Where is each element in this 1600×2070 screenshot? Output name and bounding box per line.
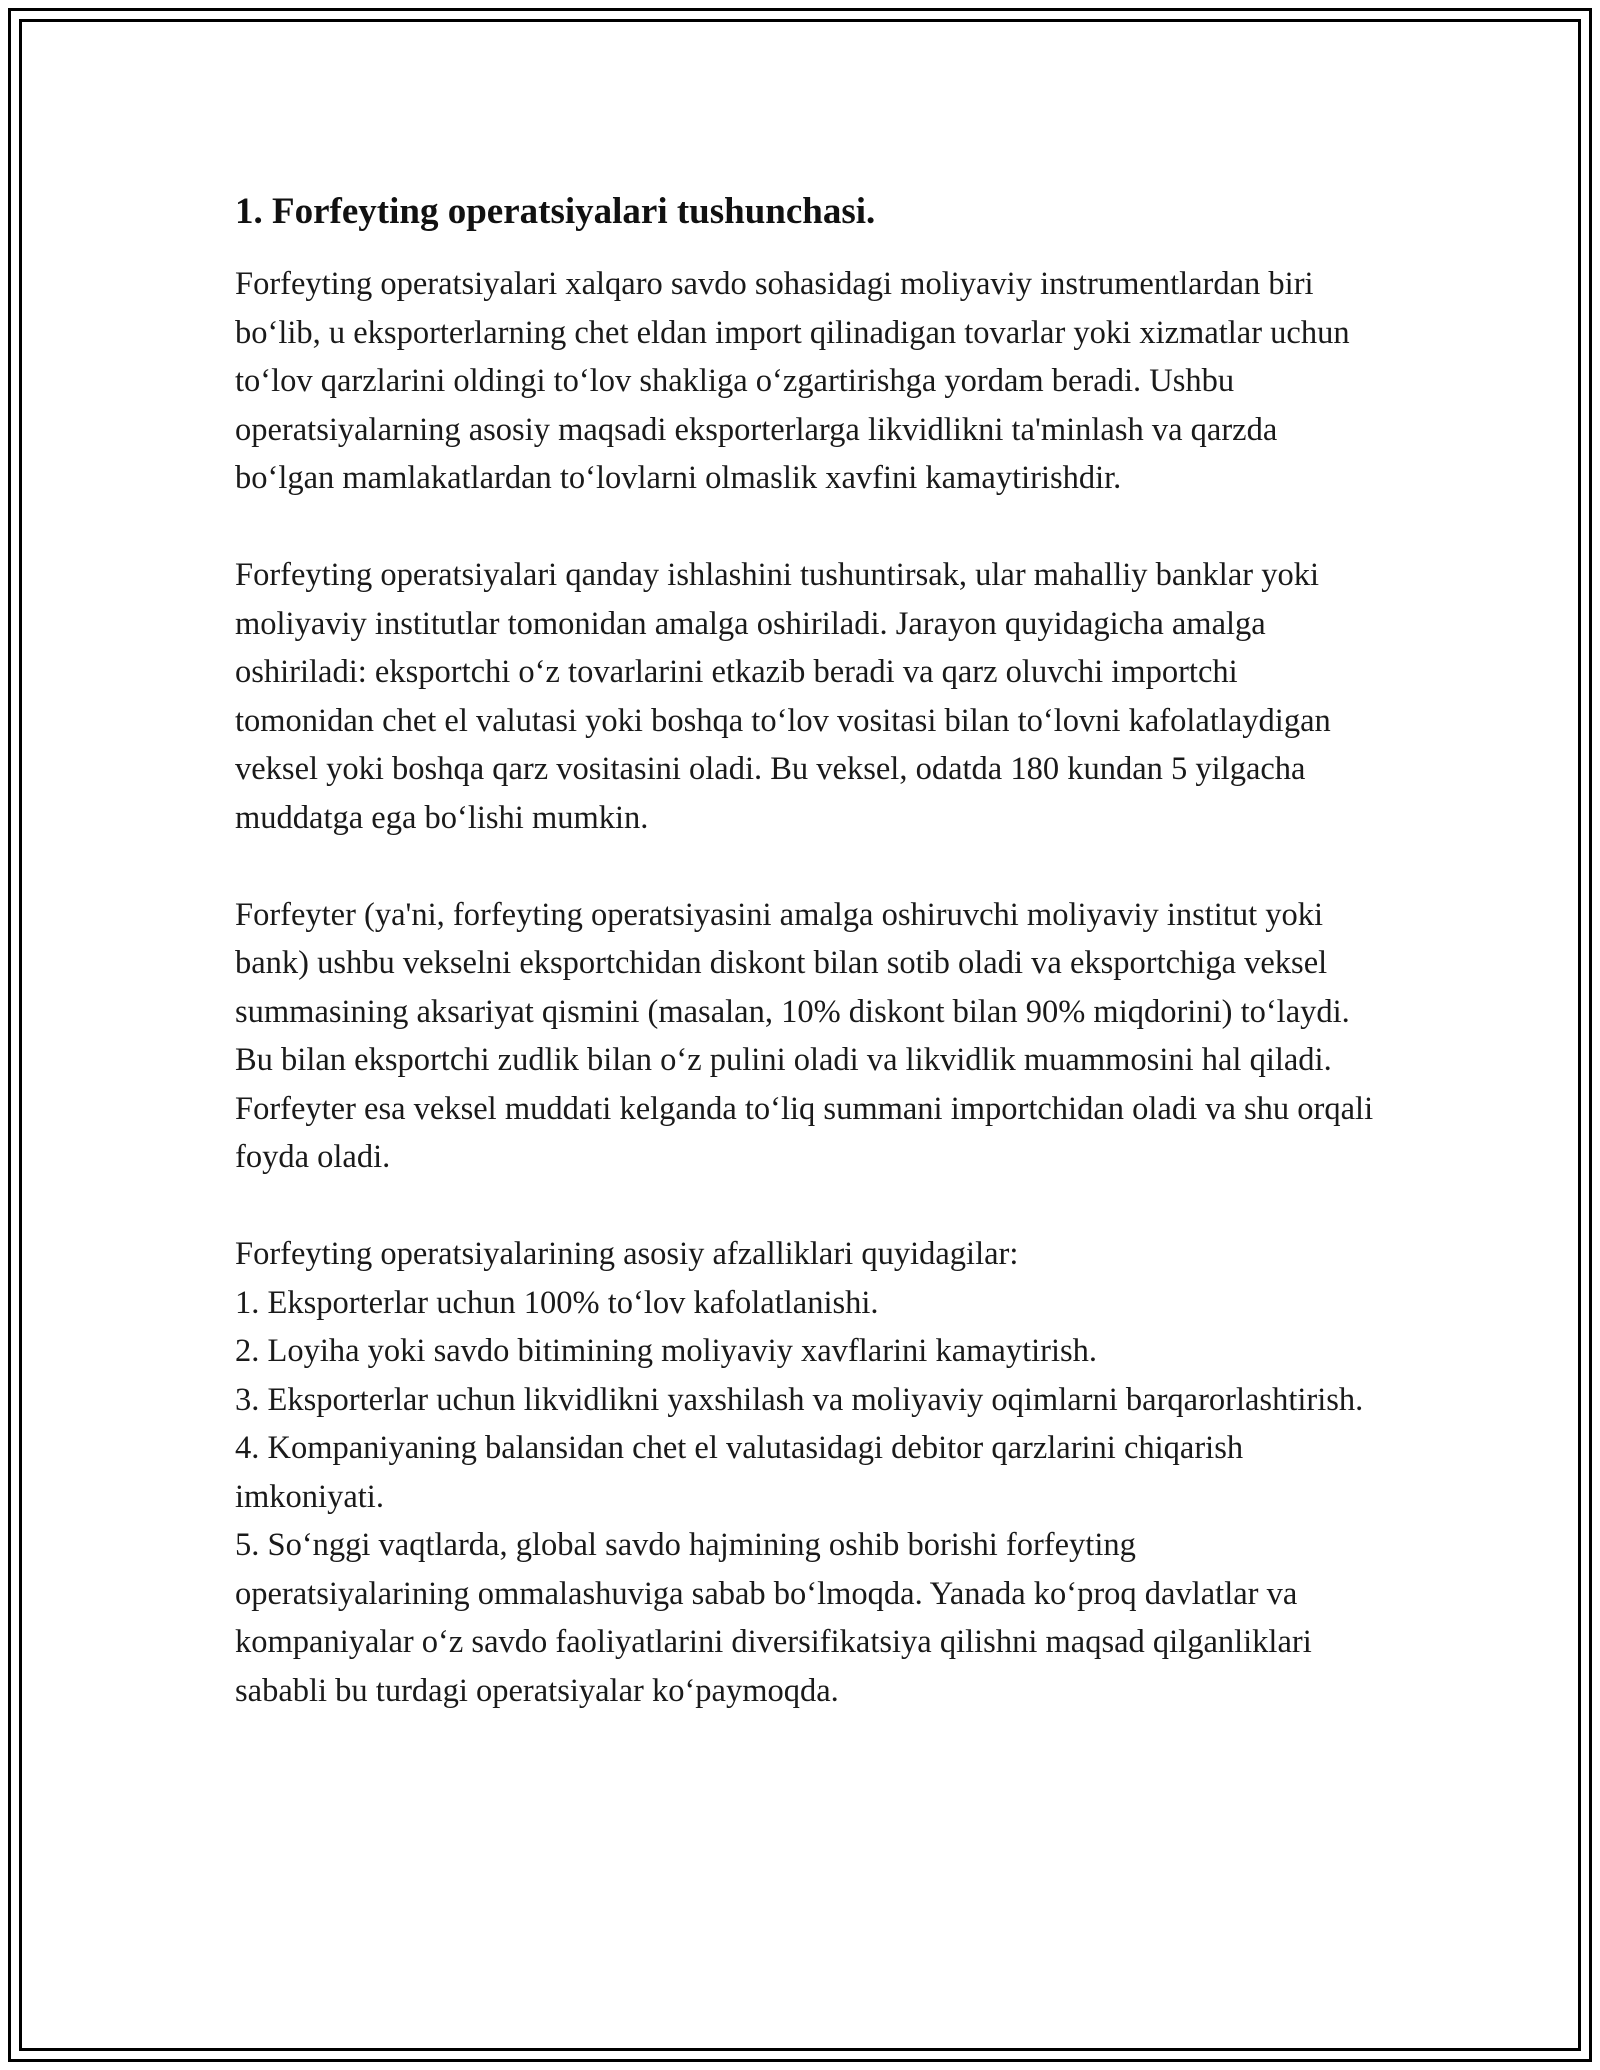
list-intro: Forfeyting operatsiyalarining asosiy afzalliklari quyidagilar: xyxy=(235,1236,1019,1272)
paragraph-definition: Forfeyting operatsiyalari xalqaro savdo sohasidagi moliyaviy instrumentlardan biri bo‘lib, u eksporterlarning chet eldan import qilinadigan tovarlar yoki xizmatlar uchun to‘lov qarzlarini oldingi to‘lov shakliga o‘zgartirishga yordam beradi. Ushbu operatsiyalarning asosiy maqsadi eksporterlarga likvidlikni ta'minlash va qarzda bo‘lgan mamlakatlardan to‘lovlarni olmaslik xavfini kamaytirishdir. xyxy=(235,266,1350,496)
paragraph-forfaiter: Forfeyter (ya'ni, forfeyting operatsiyasini amalga oshiruvchi moliyaviy institut yoki bank) ushbu vekselni eksportchidan diskont bilan sotib oladi va eksportchiga veksel summasining aksariyat qismini (masalan, 10% diskont bilan 90% miqdorini) to‘laydi. Bu bilan eksportchi zudlik bilan o‘z pulini oladi va likvidlik muammosini hal qiladi. Forfeyter esa veksel muddati kelganda to‘liq summani importchidan oladi va shu orqali foyda oladi. xyxy=(235,896,1374,1175)
list-item: 4. Kompaniyaning balansidan chet el valutasidagi debitor qarzlarini chiqarish imkoniyati. xyxy=(235,1430,1244,1515)
advantages-list xyxy=(235,1230,1375,1715)
paragraph-process: Forfeyting operatsiyalari qanday ishlashini tushuntirsak, ular mahalliy banklar yoki moliyaviy institutlar tomonidan amalga oshiriladi. Jarayon quyidagicha amalga oshiriladi: eksportchi o‘z tovarlarini etkazib beradi va qarz oluvchi importchi tomonidan chet el valutasi yoki boshqa to‘lov vositasi bilan to‘lovni kafolatlaydigan veksel yoki boshqa qarz vositasini oladi. Bu veksel, odatda 180 kundan 5 yilgacha muddatga ega bo‘lishi mumkin. xyxy=(235,557,1331,836)
document-body xyxy=(235,188,1375,1715)
list-item: 2. Loyiha yoki savdo bitimining moliyaviy xavflarini kamaytirish. xyxy=(235,1333,1098,1369)
list-item: 1. Eksporterlar uchun 100% to‘lov kafolatlanishi. xyxy=(235,1284,879,1321)
list-item: 3. Eksporterlar uchun likvidlikni yaxshilash va moliyaviy oqimlarni barqarorlashtirish. xyxy=(235,1381,1364,1418)
list-item: 5. So‘nggi vaqtlarda, global savdo hajmining oshib borishi forfeyting operatsiyalarining ommalashuviga sabab bo‘lmoqda. Yanada ko‘proq davlatlar va kompaniyalar o‘z savdo faoliyatlarini diversifikatsiya qilishni maqsad qilganliklari sababli bu turdagi operatsiyalar ko‘paymoqda. xyxy=(235,1527,1312,1709)
section-heading: 1. Forfeyting operatsiyalari tushunchasi. xyxy=(235,191,876,232)
